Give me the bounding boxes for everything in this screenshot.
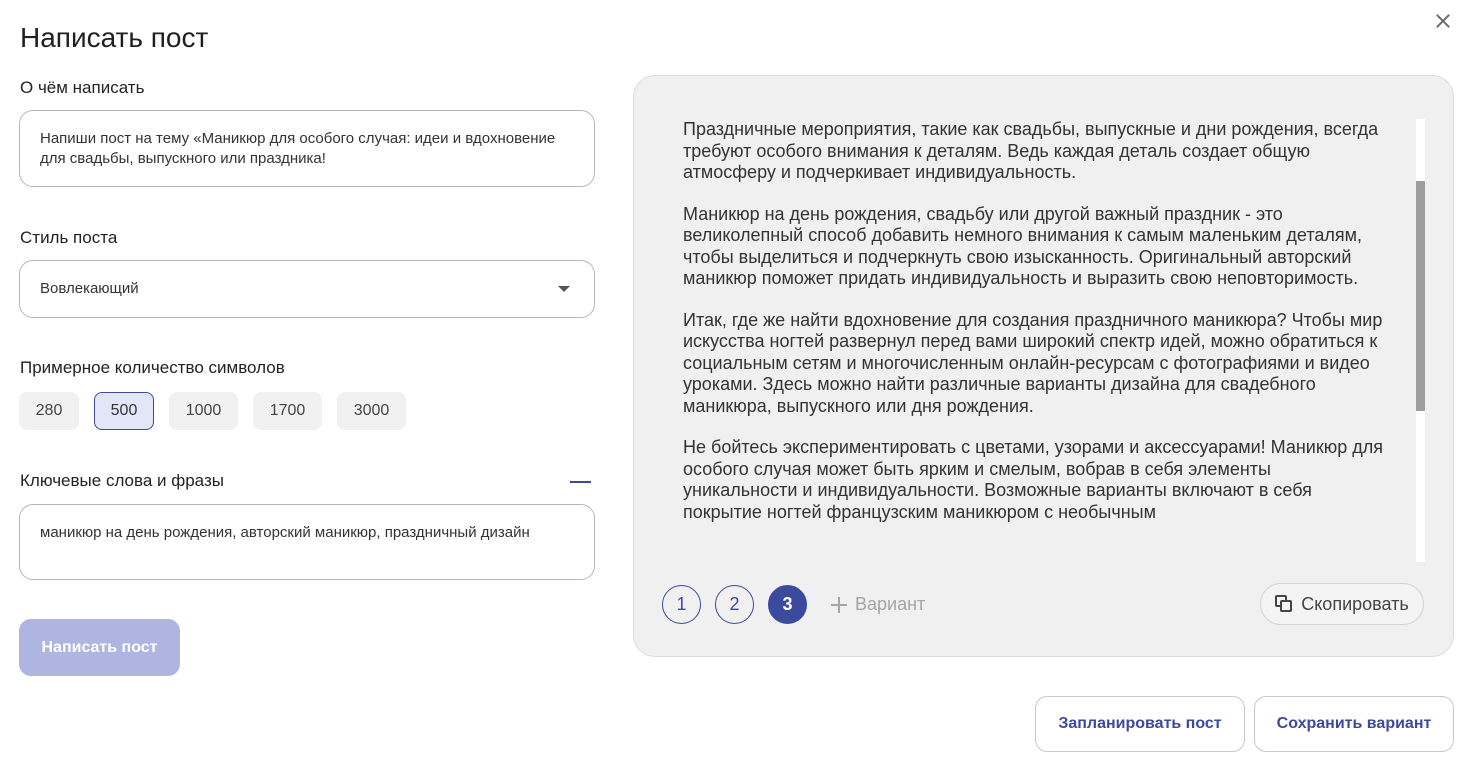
variant-3-button[interactable]: 3 [768, 585, 807, 624]
result-paragraph: Итак, где же найти вдохновение для создания праздничного маникюра? Чтобы мир искусства ногтей развернул перед вами широкий спектр идей, можно обратиться к социальным сетям и многочисленным онлайн-ресурсам с фотографиями и видео уроками. Здесь можно найти различные варианты дизайна для свадебного маникюра, выпускного или дня рождения. [683, 309, 1383, 416]
schedule-post-button[interactable]: Запланировать пост [1035, 696, 1245, 752]
add-variant-label: Вариант [855, 594, 926, 614]
write-post-button[interactable]: Написать пост [19, 619, 180, 676]
collapse-minus-icon[interactable] [570, 481, 591, 483]
result-panel [633, 75, 1454, 657]
plus-icon [831, 597, 847, 613]
page-title: Написать пост [20, 22, 209, 53]
length-option-1000[interactable]: 1000 [169, 392, 238, 430]
scrollbar-thumb[interactable] [1416, 181, 1425, 411]
keywords-label: Ключевые слова и фразы [20, 471, 224, 490]
result-paragraph: Не бойтесь экспериментировать с цветами, узорами и аксессуарами! Маникюр для особого случая может быть ярким и смелым, вобрав в себя элементы уникальности и индивидуальности. Возможные варианты включают в себя покрытие ногтей французским маникюром с необычным [683, 437, 1383, 522]
variant-2-button[interactable]: 2 [715, 585, 754, 624]
length-options [19, 392, 406, 430]
style-selected-value: Вовлекающий [40, 280, 139, 297]
length-option-1700[interactable]: 1700 [253, 392, 322, 430]
style-label: Стиль поста [20, 228, 118, 247]
length-label: Примерное количество символов [20, 358, 285, 377]
copy-button[interactable] [1260, 583, 1424, 625]
variant-switcher [662, 585, 925, 624]
close-icon[interactable] [1432, 10, 1454, 32]
topic-input[interactable]: Напиши пост на тему «Маникюр для особого случая: идеи и вдохновение для свадьбы, выпускного или праздника! [19, 110, 595, 187]
length-option-3000[interactable]: 3000 [337, 392, 406, 430]
keywords-input[interactable]: маникюр на день рождения, авторский маникюр, праздничный дизайн [19, 504, 595, 580]
style-select[interactable] [19, 260, 595, 318]
result-paragraph: Праздничные мероприятия, такие как свадьбы, выпускные и дни рождения, всегда требуют особого внимания к деталям. Ведь каждая деталь создает общую атмосферу и подчеркивает индивидуальность. [683, 119, 1379, 182]
result-text [683, 119, 1383, 562]
add-variant-button[interactable] [831, 594, 925, 615]
result-paragraph: Маникюр на день рождения, свадьбу или другой важный праздник - это великолепный способ добавить немного внимания к самым маленьким деталям, чтобы выделиться и подчеркнуть свою изысканность. Оригинальный авторский маникюр поможет придать индивидуальность и выразить свою неповторимость. [683, 203, 1362, 288]
chevron-down-icon [558, 286, 570, 292]
variant-1-button[interactable]: 1 [662, 585, 701, 624]
copy-icon [1275, 595, 1293, 613]
save-variant-button[interactable]: Сохранить вариант [1254, 696, 1454, 752]
topic-label: О чём написать [20, 78, 145, 97]
copy-label: Скопировать [1301, 593, 1409, 614]
length-option-500[interactable]: 500 [94, 392, 154, 430]
length-option-280[interactable]: 280 [19, 392, 79, 430]
